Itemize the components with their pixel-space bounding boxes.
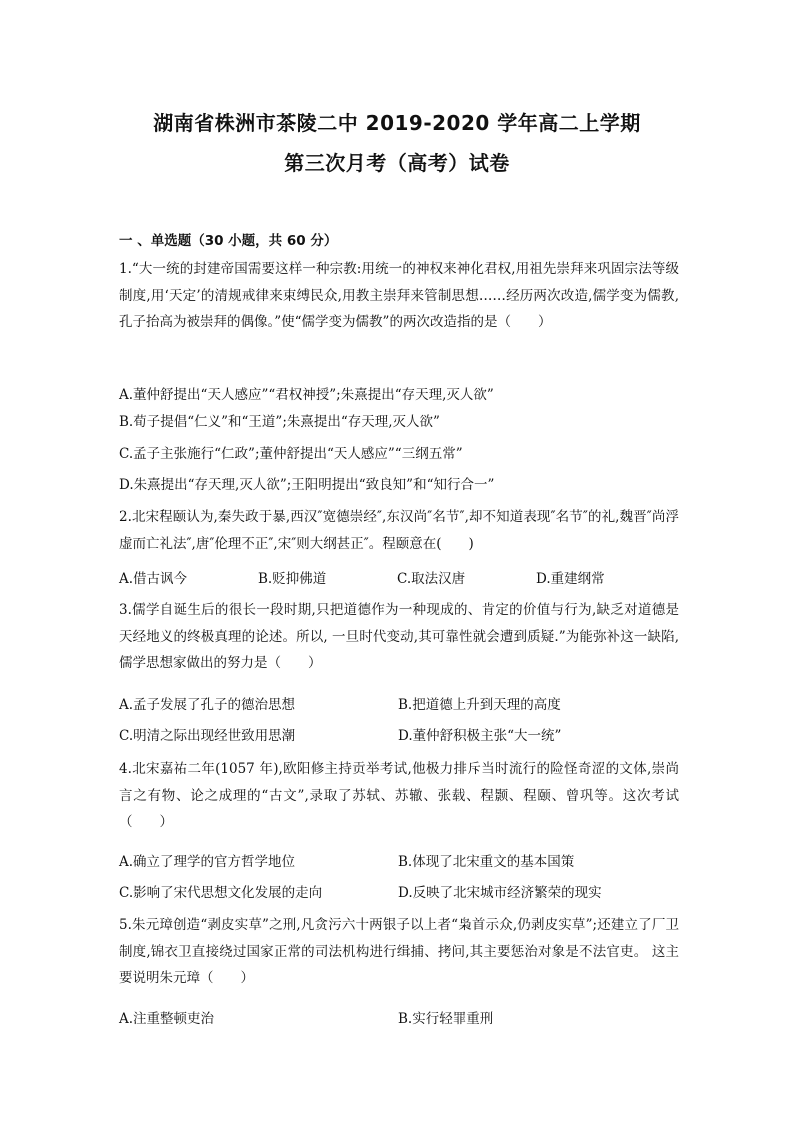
question-2-option-b: B.贬抑佛道 xyxy=(258,571,327,587)
question-1-option-c: C.孟子主张施行“仁政”;董仲舒提出“天人感应”“三纲五常” xyxy=(119,446,463,462)
question-2-option-d: D.重建纲常 xyxy=(536,571,605,587)
question-1-stem: 1.“大一统的封建帝国需要这样一种宗教:用统一的神权来神化君权,用祖先崇拜来巩固宗法等级制度,用‘天定’的清规戒律来束缚民众,用教主崇拜来管制思想……经历两次改造,儒学变为儒教,孔子抬高为被崇拜的偶像。”使“儒学变为儒教”的两次改造指的是（ ） xyxy=(119,261,679,330)
question-4-option-c: C.影响了宋代思想文化发展的走向 xyxy=(119,885,323,901)
question-1-option-d: D.朱熹提出“存天理,灭人欲”;王阳明提出“致良知”和“知行合一” xyxy=(119,477,495,493)
question-2-option-c: C.取法汉唐 xyxy=(397,571,466,587)
question-4-option-a: A.确立了理学的官方哲学地位 xyxy=(119,854,296,870)
question-4-option-d: D.反映了北宋城市经济繁荣的现实 xyxy=(398,885,602,901)
question-3-stem: 3.儒学自诞生后的很长一段时期,只把道德作为一种现成的、肯定的价值与行为,缺乏对道德是天经地义的终极真理的论述。所以, 一旦时代变动,其可靠性就会遭到质疑.”为能弥补这一缺陷,儒学思想家做出的努力是（ ） xyxy=(119,602,679,671)
question-5-stem: 5.朱元璋创造“剥皮实草”之刑,凡贪污六十两银子以上者“枭首示众,仍剥皮实草”;还建立了厂卫制度,锦衣卫直接绕过国家正常的司法机构进行缉捕、拷问,其主要惩治对象是不法官吏。 这主要说明朱元璋（ ） xyxy=(119,917,679,986)
section-heading: 一 、单选题（30 小题，共 60 分） xyxy=(119,233,338,249)
question-1-option-b: B.荀子提倡“仁义”和“王道”;朱熹提出“存天理,灭人欲” xyxy=(119,414,440,430)
document-title-line2: 第三次月考（高考）试卷 xyxy=(284,151,510,175)
question-5-option-b: B.实行轻罪重刑 xyxy=(398,1011,494,1027)
question-3-option-d: D.董仲舒积极主张“大一统” xyxy=(398,728,562,744)
question-2-option-a: A.借古讽今 xyxy=(119,571,188,587)
question-1-option-a: A.董仲舒提出“天人感应”“君权神授”;朱熹提出“存天理,灭人欲” xyxy=(119,387,494,403)
question-5-option-a: A.注重整顿吏治 xyxy=(119,1011,215,1027)
question-3-option-c: C.明清之际出现经世致用思潮 xyxy=(119,728,296,744)
question-4-stem: 4.北宋嘉祐二年(1057 年),欧阳修主持贡举考试,他极力排斥当时流行的险怪奇涩的文体,崇尚言之有物、论之成理的“古文”,录取了苏轼、苏辙、张载、程颢、程颐、曾巩等。这次考试（ ） xyxy=(119,761,679,830)
question-3-option-b: B.把道德上升到天理的高度 xyxy=(398,697,561,713)
question-4-option-b: B.体现了北宋重文的基本国策 xyxy=(398,854,575,870)
question-2-stem: 2.北宋程颐认为,秦失政于暴,西汉″宽德崇经″,东汉尚″名节″,却不知道表现″名节″的礼,魏晋″尚浮虚而亡礼法″,唐″伦理不正″,宋″则大纲甚正″。程颐意在( ) xyxy=(119,509,679,552)
question-3-option-a: A.孟子发展了孔子的德治思想 xyxy=(119,697,296,713)
document-title-line1: 湖南省株洲市茶陵二中 2019-2020 学年高二上学期 xyxy=(153,111,641,135)
